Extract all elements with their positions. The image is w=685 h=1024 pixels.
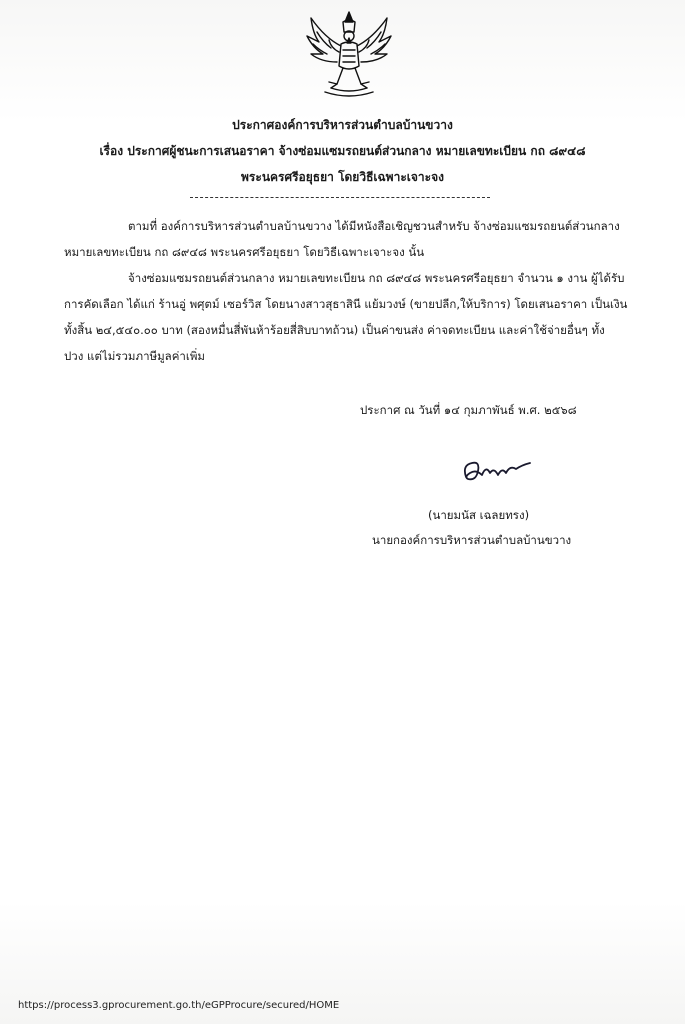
announcement-title: ประกาศองค์การบริหารส่วนตำบลบ้านขวาง <box>232 118 453 132</box>
announce-date: ประกาศ ณ วันที่ ๑๔ กุมภาพันธ์ พ.ศ. ๒๕๖๘ <box>360 403 577 417</box>
signature-image <box>460 455 535 487</box>
signer-position: นายกองค์การบริหารส่วนตำบลบ้านขวาง <box>372 533 572 547</box>
paragraph-2-line-3: ทั้งสิ้น ๒๔,๕๔๐.๐๐ บาท (สองหมื่นสี่พันห้าร้อยสี่สิบบาทถ้วน) เป็นค่าขนส่ง ค่าจดทะเบียน และค่าใช้จ่ายอื่นๆ ทั้ง <box>64 323 605 337</box>
announcement-subject: เรื่อง ประกาศผู้ชนะการเสนอราคา จ้างซ่อมแซมรถยนต์ส่วนกลาง หมายเลขทะเบียน กถ ๘๙๔๘ <box>99 144 586 158</box>
paragraph-1-line-2: หมายเลขทะเบียน กถ ๘๙๔๘ พระนครศรีอยุธยา โดยวิธีเฉพาะเจาะจง นั้น <box>64 245 425 259</box>
footer-url: https://process3.gprocurement.go.th/eGPProcure/secured/HOME <box>18 1000 340 1011</box>
header-divider <box>190 197 490 198</box>
announcement-subject-cont: พระนครศรีอยุธยา โดยวิธีเฉพาะเจาะจง <box>241 170 444 184</box>
paragraph-2-line-4: ปวง แต่ไม่รวมภาษีมูลค่าเพิ่ม <box>64 349 205 363</box>
paragraph-2-line-1: จ้างซ่อมแซมรถยนต์ส่วนกลาง หมายเลขทะเบียน กถ ๘๙๔๘ พระนครศรีอยุธยา จำนวน ๑ งาน ผู้ได้รับ <box>128 271 625 285</box>
paragraph-2-line-2: การคัดเลือก ได้แก่ ร้านอู่ พศุตม์ เซอร์วิส โดยนางสาวสุธาสินี แย้มวงษ์ (ขายปลีก,ให้บริการ) โดยเสนอราคา เป็นเงิน <box>64 297 628 311</box>
paragraph-1-line-1: ตามที่ องค์การบริหารส่วนตำบลบ้านขวาง ได้มีหนังสือเชิญชวนสำหรับ จ้างซ่อมแซมรถยนต์ส่วนกลาง <box>128 219 620 233</box>
signer-name: (นายมนัส เฉลยทรง) <box>428 508 530 522</box>
garuda-emblem-icon <box>301 8 397 100</box>
